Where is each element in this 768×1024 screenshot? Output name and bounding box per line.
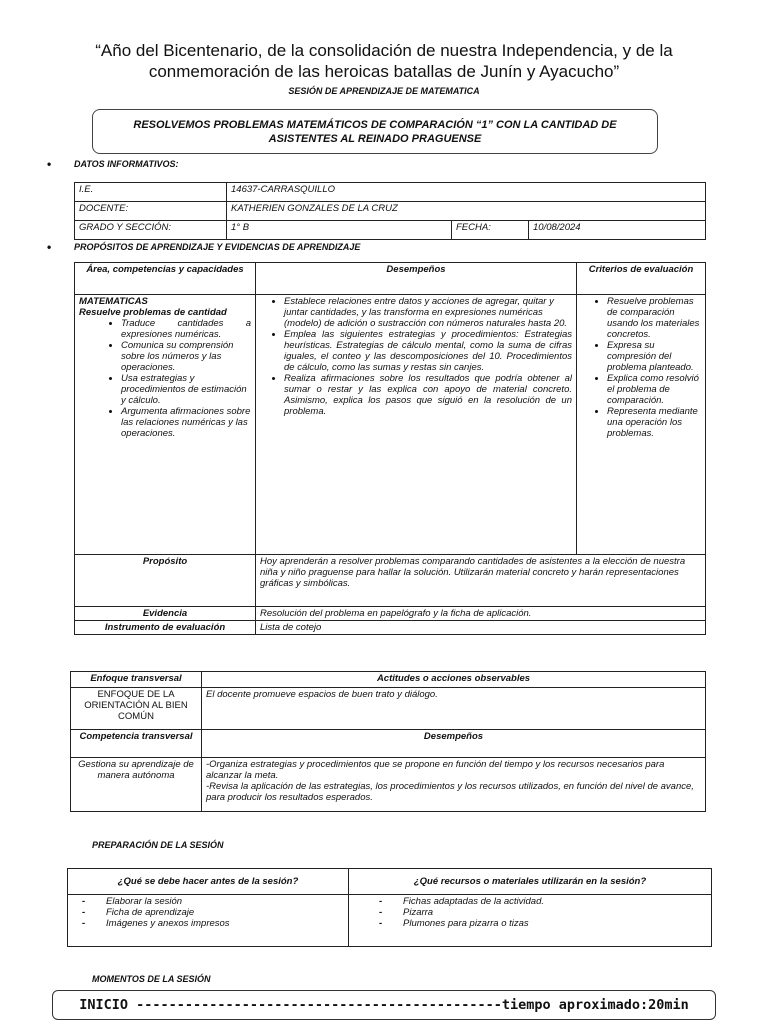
preparacion-heading: PREPARACIÓN DE LA SESIÓN xyxy=(92,840,224,850)
session-title: RESOLVEMOS PROBLEMAS MATEMÁTICOS DE COMPARACIÓN “1” CON LA CANTIDAD DE ASISTENTES AL REINADO PRAGUENSE xyxy=(133,118,617,145)
col-recursos: ¿Qué recursos o materiales utilizarán en la sesión? xyxy=(349,869,712,895)
list-item: - Elaborar la sesión xyxy=(82,896,344,907)
desempenos-transversal-cell xyxy=(202,758,706,812)
bullet-icon: • xyxy=(47,240,52,254)
col-actitudes: Actitudes o acciones observables xyxy=(202,672,706,688)
momentos-heading: MOMENTOS DE LA SESIÓN xyxy=(92,974,211,984)
list-item: - Plumones para pizarra o tizas xyxy=(379,918,707,929)
fecha-label: FECHA: xyxy=(452,221,529,240)
criterios-list xyxy=(581,296,701,439)
enfoque-value: ENFOQUE DE LA ORIENTACIÓN AL BIEN COMÚN xyxy=(71,688,202,730)
col-enfoque: Enfoque transversal xyxy=(71,672,202,688)
col-competencia: Competencia transversal xyxy=(71,730,202,758)
col-desempenos: Desempeños xyxy=(256,263,577,295)
col-area: Área, competencias y capacidades xyxy=(75,263,256,295)
propositos-table xyxy=(74,262,706,635)
list-item: • Establece relaciones entre datos y acciones de agregar, quitar y juntar cantidades, y las transforma en expresiones numéricas (modelo) de adición o sustracción con números naturales hasta 20. xyxy=(284,296,572,329)
desempeno-transversal-2: -Revisa la aplicación de las estrategias, los procedimientos y los recursos utilizados, en función del nivel de avance, para producir los resultados esperados. xyxy=(206,781,694,803)
propositos-heading: PROPÓSITOS DE APRENDIZAJE Y EVIDENCIAS DE APRENDIZAJE xyxy=(74,242,361,252)
inicio-box xyxy=(52,990,716,1020)
col-criterios: Criterios de evaluación xyxy=(577,263,706,295)
area-cell xyxy=(75,295,256,555)
list-item: • Argumenta afirmaciones sobre las relaciones numéricas y las operaciones. xyxy=(121,406,251,439)
desempenos-list xyxy=(260,296,572,417)
list-item: • Usa estrategias y procedimientos de estimación y cálculo. xyxy=(121,373,251,406)
bullet-icon: • xyxy=(47,157,52,171)
recursos-list xyxy=(353,896,707,929)
session-type: SESIÓN DE APRENDIZAJE DE MATEMATICA xyxy=(288,86,480,96)
competencia: Resuelve problemas de cantidad xyxy=(79,307,227,318)
list-item: - Fichas adaptadas de la actividad. xyxy=(379,896,707,907)
grado-value: 1° B xyxy=(227,221,452,240)
capacidades-list xyxy=(79,318,251,439)
competencia-value: Gestiona su aprendizaje de manera autónoma xyxy=(71,758,202,812)
list-item: - Ficha de aprendizaje xyxy=(82,907,344,918)
list-item: - Imágenes y anexos impresos xyxy=(82,918,344,929)
datos-heading: DATOS INFORMATIVOS: xyxy=(74,159,179,169)
area-title: MATEMATICAS xyxy=(79,296,148,307)
proposito-value: Hoy aprenderán a resolver problemas comparando cantidades de asistentes a la elección de nuestra niña y niño praguense para hallar la solución. Utilizarán material concreto y harán representaciones gráficas y simbólicas. xyxy=(256,555,706,607)
list-item: • Resuelve problemas de comparación usando los materiales concretos. xyxy=(607,296,701,340)
antes-cell xyxy=(68,895,349,947)
enfoque-table xyxy=(70,671,706,812)
list-item: • Explica como resolvió el problema de comparación. xyxy=(607,373,701,406)
recursos-cell xyxy=(349,895,712,947)
desempeno-transversal-1: -Organiza estrategias y procedimientos que se propone en función del tiempo y los recursos necesarios para alcanzar la meta. xyxy=(206,759,665,781)
list-item: • Emplea las siguientes estrategias y procedimientos: Estrategias heurísticas. Estrategias de cálculo mental, como la suma de cifras iguales, el conteo y las descomposiciones del 10. Procedimientos de cálculo, como las sumas y restas sin canjes. xyxy=(284,329,572,373)
year-motto: “Año del Bicentenario, de la consolidación de nuestra Independencia, y de la conmemoración de las heroicas batallas de Junín y Ayacucho” xyxy=(95,41,673,81)
ie-value: 14637-CARRASQUILLO xyxy=(227,183,706,202)
instrumento-label: Instrumento de evaluación xyxy=(75,621,256,635)
actitud-value: El docente promueve espacios de buen trato y diálogo. xyxy=(202,688,706,730)
ie-label: I.E. xyxy=(75,183,227,202)
col-antes: ¿Qué se debe hacer antes de la sesión? xyxy=(68,869,349,895)
docente-value: KATHERIEN GONZALES DE LA CRUZ xyxy=(227,202,706,221)
criterios-cell xyxy=(577,295,706,555)
grado-label: GRADO Y SECCIÓN: xyxy=(75,221,227,240)
session-title-box xyxy=(92,109,658,154)
fecha-value: 10/08/2024 xyxy=(529,221,706,240)
evidencia-label: Evidencia xyxy=(75,607,256,621)
evidencia-value: Resolución del problema en papelógrafo y la ficha de aplicación. xyxy=(256,607,706,621)
desempenos-cell xyxy=(256,295,577,555)
list-item: • Expresa su compresión del problema planteado. xyxy=(607,340,701,373)
list-item: • Realiza afirmaciones sobre los resultados que podría obtener al sumar o restar y las explica con apoyo de material concreto. Asimismo, explica los pasos que siguió en la resolución de un problema. xyxy=(284,373,572,417)
col-desempenos-transversal: Desempeños xyxy=(202,730,706,758)
inicio-label: INICIO ---------------------------------------------tiempo aproximado:20min xyxy=(79,997,689,1013)
docente-label: DOCENTE: xyxy=(75,202,227,221)
list-item: • Comunica su comprensión sobre los números y las operaciones. xyxy=(121,340,251,373)
list-item: • Representa mediante una operación los problemas. xyxy=(607,406,701,439)
list-item: - Pizarra xyxy=(379,907,707,918)
preparacion-table xyxy=(67,868,712,947)
list-item: • Traduce cantidades a expresiones numéricas. xyxy=(121,318,251,340)
proposito-label: Propósito xyxy=(75,555,256,607)
antes-list xyxy=(72,896,344,929)
datos-table xyxy=(74,182,706,240)
instrumento-value: Lista de cotejo xyxy=(256,621,706,635)
